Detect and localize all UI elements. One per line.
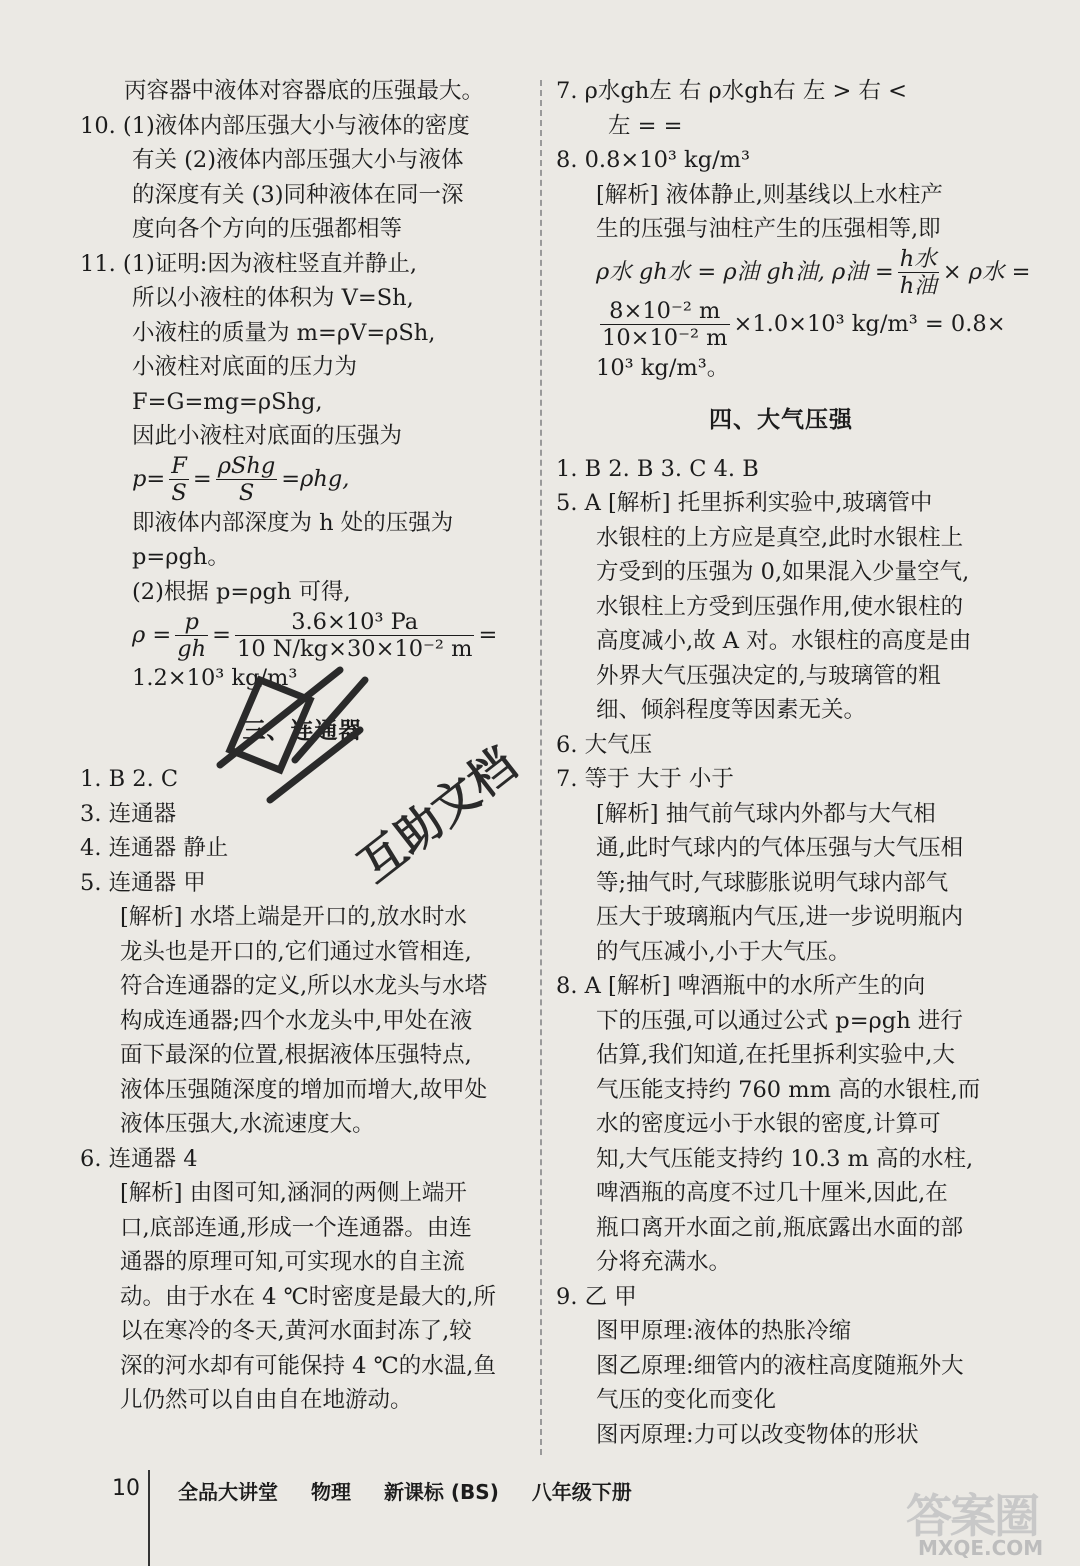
s3-q5-analysis: 面下最深的位置,根据液体压强特点, [120,1042,472,1068]
s3-answer-1: 1. B 2. C [80,766,179,792]
footer-text [178,1476,658,1505]
q11-line-7: 即液体内部深度为 h 处的压强为 [132,509,454,536]
footer-rule [148,1470,150,1566]
s3-q6-analysis: 深的河水却有可能保持 4 ℃的水温,鱼 [120,1352,496,1379]
q11-line-3: 小液柱的质量为 m=ρV=ρSh, [132,319,436,346]
s4-q9-principle: 图甲原理:液体的热胀冷缩 [596,1318,852,1344]
page-number: 10 [112,1476,140,1501]
s4-q8: 知,大气压能支持约 10.3 m 高的水柱, [596,1145,974,1172]
stamp-text: 互助文档 [347,736,527,893]
s3-q5-analysis: 液体压强随深度的增加而增大,故甲处 [120,1076,488,1103]
s4-q7: 7. 等于 大于 小于 [556,766,734,792]
q10-line-2: 有关 (2)液体内部压强大小与液体 [132,147,464,173]
s3-q6-analysis: 以在寒冷的冬天,黄河水面封冻了,较 [120,1318,472,1344]
s3-q6-analysis: [解析] 由图可知,涵洞的两侧上端开 [120,1180,467,1206]
q11-line-4: 小液柱对底面的压力为 [132,354,358,380]
s4-q9-principle: 气压的变化而变化 [596,1387,777,1413]
footer-grade: 八年级下册 [531,1480,632,1504]
s4-q7-analysis: 压大于玻璃瓶内气压,进一步说明瓶内 [596,904,964,930]
s4-q8: 气压能支持约 760 mm 高的水银柱,而 [596,1076,981,1103]
q11-line-8: p=ρgh。 [132,544,230,570]
s4-q8: 啤酒瓶的高度不过几十厘米,因此,在 [596,1180,948,1206]
q11-line-6: 因此小液柱对底面的压强为 [132,423,403,449]
s4-q7-analysis: 等;抽气时,气球膨胀说明气球内部气 [596,869,949,896]
equation-density: ρ = $\frac{p}{gh}$ = $\frac{\text{3.6×10³ Pa}}{\text{10 N/kg×30×10⁻² m}}$ = [132,608,498,662]
s4-q8: 估算,我们知道,在托里拆利实验中,大 [596,1042,955,1068]
text-line: 丙容器中液体对容器底的压强最大。 [124,78,485,104]
s3-q5-analysis: 龙头也是开口的,它们通过水管相连, [120,938,472,965]
s4-q5: 细、倾斜程度等因素无关。 [596,697,867,723]
q8-analysis: [解析] 液体静止,则基线以上水柱产 [596,181,943,208]
column-divider [540,80,542,1455]
q11-line-5: F=G=mg=ρShg, [132,388,323,415]
q7-line-1: 7. ρ水gh左 右 ρ水gh右 左 > 右 < [556,78,907,104]
s4-q5: 外界大气压强决定的,与玻璃管的粗 [596,662,941,689]
footer-brand: 全品大讲堂 [178,1480,278,1504]
fraction: $\frac{p}{gh}$ [177,608,207,662]
left-column [80,74,525,1418]
s3-answer-5: 5. 连通器 甲 [80,869,206,896]
watermark-url: MXQE.COM [918,1536,1044,1560]
s4-q8: 瓶口离开水面之前,瓶底露出水面的部 [596,1214,964,1241]
equation-oil-density: ρ水 gh水 = ρ油 gh油, ρ油 = $\frac{\text{h水}}{\text{h油}}$ × ρ水 = [596,246,1031,299]
s3-answer-6: 6. 连通器 4 [80,1145,198,1172]
s3-q5-analysis: 符合连通器的定义,所以水龙头与水塔 [120,973,488,999]
q11-line-1: 11. (1)证明:因为液柱竖直并静止, [80,250,418,277]
s4-q7-analysis: 通,此时气球内的气体压强与大气压相 [596,835,964,861]
s3-q5-analysis: 液体压强大,水流速度大。 [120,1111,375,1137]
s4-q6: 6. 大气压 [556,731,653,758]
s4-q9-principle: 图乙原理:细管内的液柱高度随瓶外大 [596,1352,964,1379]
q8-answer: 8. 0.8×10³ kg/m³ [556,147,751,173]
s4-q5: 水银柱的上方应是真空,此时水银柱上 [596,524,964,551]
s4-q5: 高度减小,故 A 对。水银柱的高度是由 [596,628,972,654]
s4-answers-1-4: 1. B 2. B 3. C 4. B [556,455,759,482]
s4-q5: 5. A [解析] 托里拆利实验中,玻璃管中 [556,490,933,516]
s4-q5: 水银柱上方受到压强作用,使水银柱的 [596,593,964,620]
s4-q5: 方受到的压强为 0,如果混入少量空气, [596,559,970,585]
s3-q5-analysis: 构成连通器;四个水龙头中,甲处在液 [120,1007,473,1034]
s3-answer-3: 3. 连通器 [80,800,177,827]
s4-q7-analysis: [解析] 抽气前气球内外都与大气相 [596,800,936,827]
q10-line-1: 10. (1)液体内部压强大小与液体的密度 [80,112,470,139]
fraction: $\frac{\text{3.6×10³ Pa}}{\text{10 N/kg×30×10⁻² m}}$ [237,608,473,662]
q11-line-2: 所以小液柱的体积为 V=Sh, [132,285,414,311]
s3-q6-analysis: 口,底部连通,形成一个连通器。由连 [120,1214,472,1241]
s4-q9: 9. 乙 甲 [556,1283,637,1310]
equation-pressure: p= $\frac{F}{S}$ = $\frac{\text{ρShg}}{S}$ =ρhg, [132,453,350,506]
q10-line-3: 的深度有关 (3)同种液体在同一深 [132,181,464,208]
s4-q8: 下的压强,可以通过公式 p=ρgh 进行 [596,1007,963,1034]
s4-q8: 水的密度远小于水银的密度,计算可 [596,1111,941,1137]
s3-q6-analysis: 儿仍然可以自由自在地游动。 [120,1387,413,1413]
section-heading-3: 三、连通器 [242,716,363,744]
fraction: $\frac{\text{8×10⁻² m}}{\text{10×10⁻² m}}$ [602,298,728,351]
s4-q9-principle: 图丙原理:力可以改变物体的形状 [596,1421,919,1448]
footer-subject: 物理 [310,1480,351,1504]
fraction: $\frac{\text{ρShg}}{S}$ [217,453,276,506]
s3-q5-analysis: [解析] 水塔上端是开口的,放水时水 [120,904,467,930]
s3-answer-4: 4. 连通器 静止 [80,835,229,861]
fraction: $\frac{\text{h水}}{\text{h油}}$ [899,246,937,299]
footer-curriculum: 新课标 (BS) [383,1480,499,1504]
watermark-main: 答案圈 [906,1489,1038,1543]
section-heading-4: 四、大气压强 [709,406,853,433]
s4-q8: 分将充满水。 [596,1249,732,1275]
s4-q7-analysis: 的气压减小,小于大气压。 [596,938,851,965]
s3-q6-analysis: 动。由于水在 4 ℃时密度是最大的,所 [120,1283,496,1310]
fraction: $\frac{F}{S}$ [171,453,187,506]
q7-line-2: 左 = = [608,112,683,139]
q8-result: 10³ kg/m³。 [596,354,730,381]
watermark-logo [900,1480,1075,1566]
q10-line-4: 度向各个方向的压强都相等 [132,216,403,242]
q8-analysis: 生的压强与油柱产生的压强相等,即 [596,216,941,242]
q11-line-9: (2)根据 p=ρgh 可得, [132,578,351,605]
q11-result: 1.2×10³ kg/m³ [132,665,298,691]
equation-oil-value: $\frac{\text{8×10⁻² m}}{\text{10×10⁻² m}}$ ×1.0×10³ kg/m³ = 0.8× [602,298,1006,351]
right-column [556,74,1031,1452]
s3-q6-analysis: 通器的原理可知,可实现水的自主流 [120,1249,465,1275]
s4-q8: 8. A [解析] 啤酒瓶中的水所产生的向 [556,973,926,999]
